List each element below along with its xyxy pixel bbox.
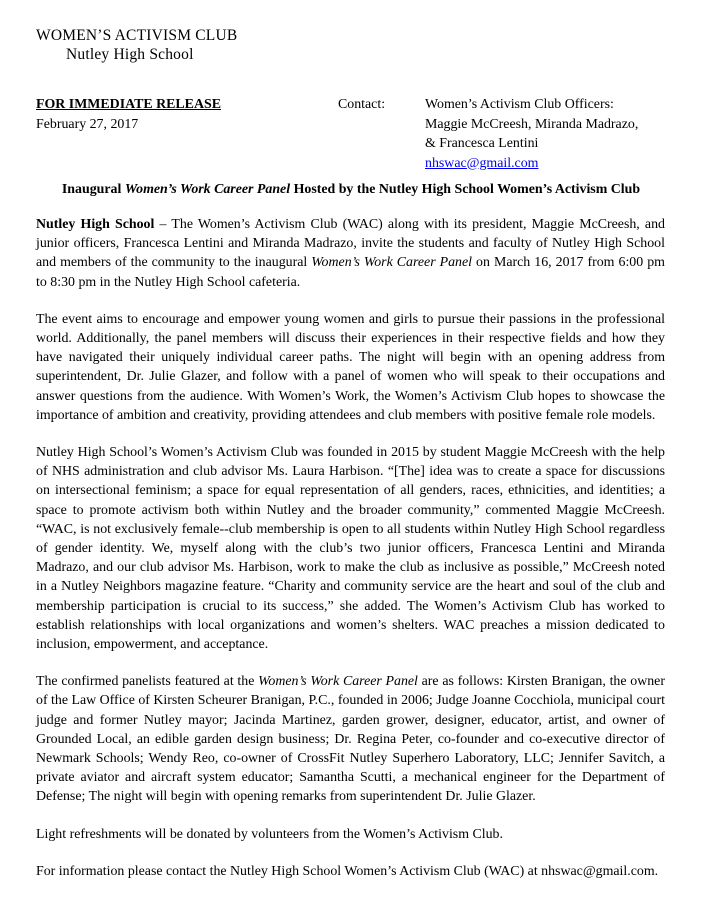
paragraph-club-history: Nutley High School’s Women’s Activism Club was founded in 2015 by student Maggie McCreesh with the help of NHS administration and club advisor Ms. Laura Harbison. “[The] idea was to create a space for discussions on intersectional feminism; a space for equal representation of all genders, races, ethnicities, and identities; a space to promote activism both within Nutley and the broader community,” commented Maggie McCreesh. “WAC, is not exclusively female--club membership is open to all students within Nutley High School regardless of gender identity. We, myself along with the club’s two junior officers, Francesca Lentini and Miranda Madrazo, and our club advisor Ms. Harbison, work to make the club as inclusive as possible,” McCreesh noted in a Nutley Neighbors magazine feature. “Charity and community service are the heart and soul of the club and membership participation is crucial to its success,” she added. The Women’s Activism Club has worked to establish relationships with local organizations and women’s shelters. WAC preaches a mission dedicated to inclusion, empowerment, and acceptance. — [36, 445, 665, 653]
release-body — [36, 215, 665, 899]
paragraph-intro — [36, 215, 665, 292]
paragraph-contact-info: For information please contact the Nutley High School Women’s Activism Club (WAC) at nhswac@gmail.com. — [36, 863, 659, 879]
contact-line: Maggie McCreesh, Miranda Madrazo, — [425, 116, 639, 132]
contact-label: Contact: — [338, 97, 386, 112]
organization-header — [36, 26, 237, 64]
event-name: Women’s Work Career Panel — [311, 255, 473, 271]
release-date: February 27, 2017 — [36, 116, 139, 132]
paragraph-text: The confirmed panelists featured at the — [36, 674, 259, 690]
headline-suffix: Hosted by the Nutley High School Women’s Activism Club — [290, 182, 641, 197]
paragraph-text: – The Women’s Activism Club (WAC) along with its president, Maggie McCreesh, and junior officers, Francesca Lentini and Miranda Madrazo, invite the students and faculty of Nutley High School and members of the community to the inaugural — [36, 217, 665, 271]
contact-email-link[interactable]: nhswac@gmail.com — [425, 155, 539, 171]
paragraph-refreshments: Light refreshments will be donated by volunteers from the Women’s Activism Club. — [36, 826, 503, 842]
dateline: Nutley High School — [36, 217, 155, 232]
contact-line: & Francesca Lentini — [425, 136, 539, 151]
headline-prefix: Inaugural — [61, 182, 125, 197]
event-name: Women’s Work Career Panel — [258, 674, 418, 690]
release-left-column — [36, 95, 221, 134]
press-release-headline — [36, 180, 666, 199]
school-name: Nutley High School — [66, 46, 194, 63]
paragraph-text: on March 16, 2017 from 6:00 pm to 8:30 pm in the Nutley High School cafeteria. — [36, 255, 665, 290]
paragraph-panelists — [36, 672, 665, 806]
paragraph-event-aims: The event aims to encourage and empower young women and girls to pursue their passions in the professional world. Additionally, the panel members will discuss their experiences in their respective fields and how they have navigated their uniquely individual career paths. The night will begin with an opening address from superintendent, Dr. Julie Glazer, and follow with a panel of women who will speak to their occupations and answer questions from the audience. With Women’s Work, the Women’s Activism Club hopes to showcase the importance of ambition and creativity, providing attendees and club members with positive female role models. — [36, 311, 665, 423]
club-name: WOMEN’S ACTIVISM CLUB — [36, 27, 238, 44]
paragraph-text: are as follows: Kirsten Branigan, the owner of the Law Office of Kirsten Scheurer Branigan, P.C., founded in 2006; Judge Joanne Cocchiola, municipal court judge and former Nutley mayor; Jacinda Martinez, garden grower, designer, educator, artist, and owner of Grounded Local, an edible garden design business; Dr. Regina Peter, co-founder and co-executive director of Newmark Schools; Wendy Reo, co-owner of CrossFit Nutley Superhero Laboratory, LLC; Jennifer Savitch, a private aviator and aircraft system educator; Samantha Scutti, a mechanical engineer for the Department of Defense; The night will begin with opening remarks from superintendent Dr. Julie Glazer. — [36, 674, 665, 805]
release-title: FOR IMMEDIATE RELEASE — [36, 97, 221, 112]
contact-line: Women’s Activism Club Officers: — [425, 97, 614, 112]
headline-event-name: Women’s Work Career Panel — [124, 182, 291, 197]
contact-block — [425, 95, 638, 173]
